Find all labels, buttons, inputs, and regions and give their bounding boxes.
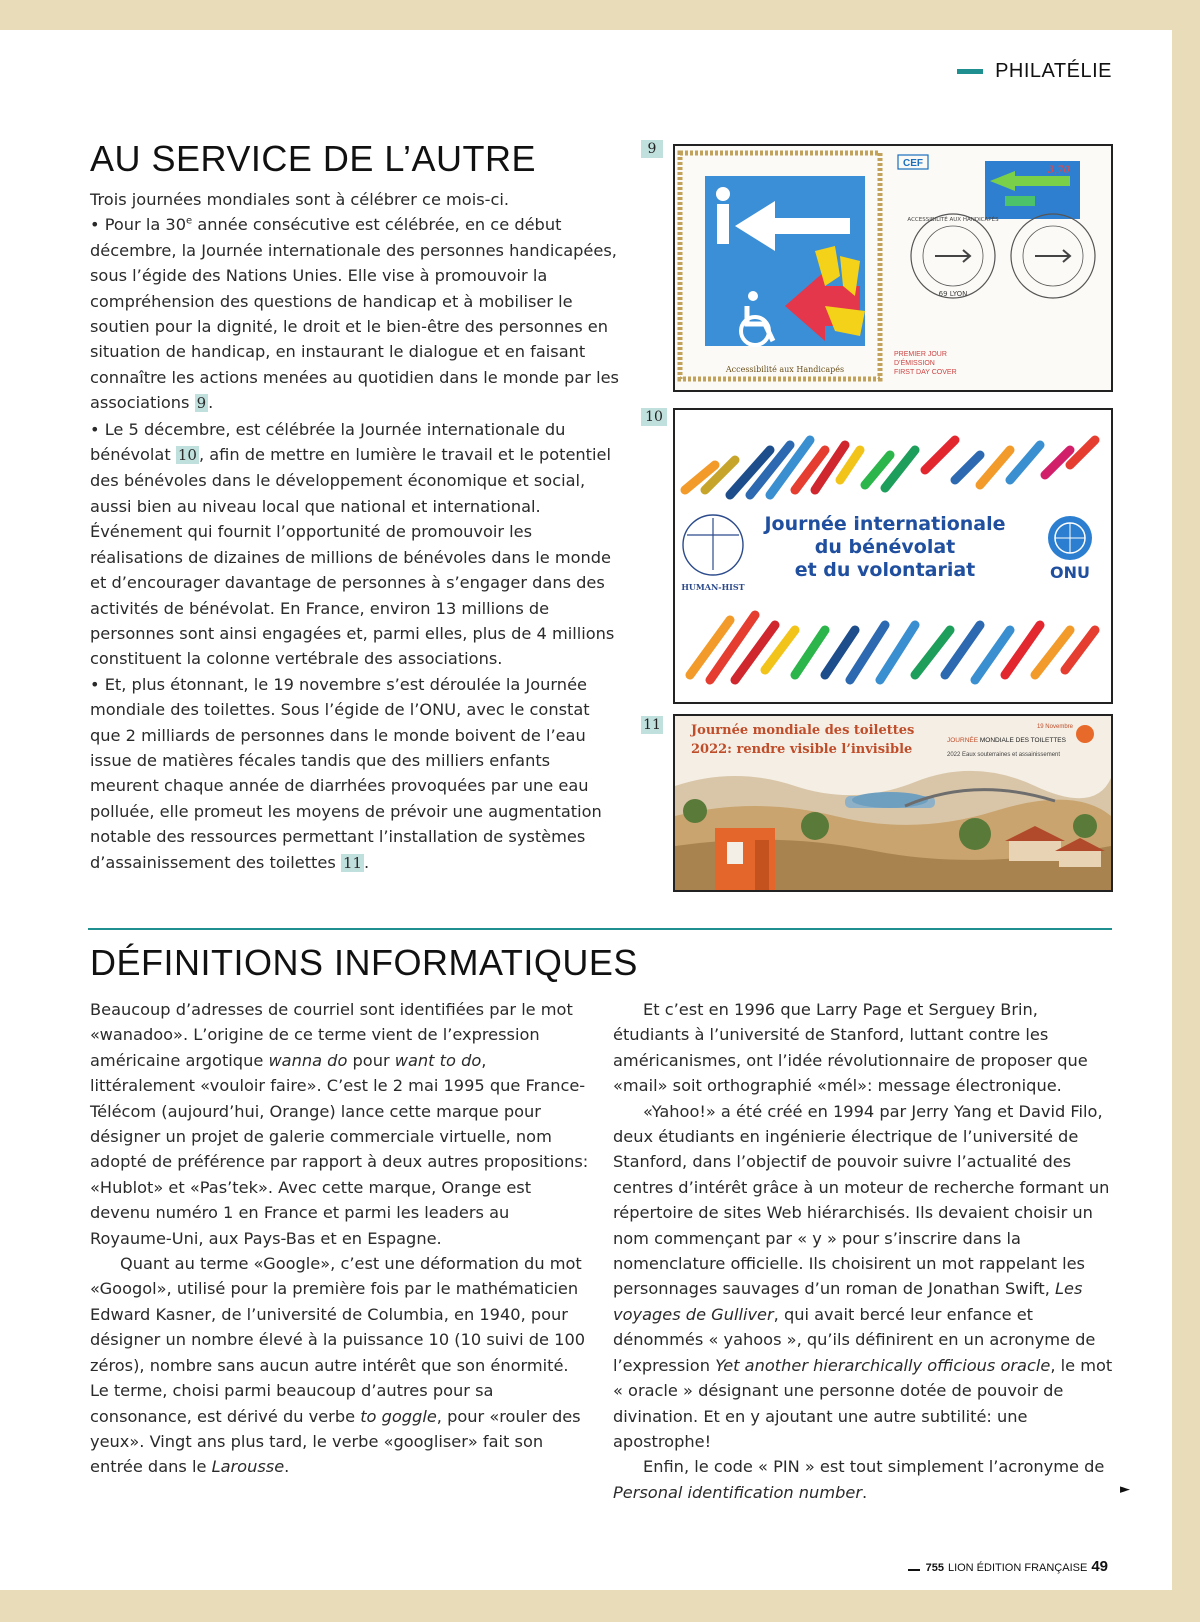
paragraph [613,1454,1113,1505]
text: pour [347,1050,395,1070]
volunteer-line-3: et du volontariat [794,559,976,581]
section-accent-bar [957,69,983,74]
page-number: 49 [1091,1558,1108,1575]
figure-number-11: 11 [641,716,663,734]
postmark-ring-text: ACCESSIBILITÉ AUX HANDICAPÉS [907,217,999,223]
text: , le mot « oracle » désignant une personne dotée de pouvoir de divination. Et en y ajoutant une autre subtilité: une apostrophe! [613,1355,1113,1451]
volunteer-line-1: Journée internationale [764,513,1006,535]
toilet-right-label [947,735,1067,744]
figure-ref-9: 9 [196,394,207,413]
figure-ref-11: 11 [342,853,363,872]
italic-text: Les voyages de Gulliver [613,1279,1083,1324]
premier-jour: PREMIER JOUR [894,351,947,358]
emission: D’ÉMISSION [894,360,935,367]
article-body-service [90,187,620,876]
text: «Yahoo!» a été créé en 1994 par Jerry Yang et David Filo, deux étudiants en ingénierie électrique de l’université de Stanford, dans l’objectif de pouvoir suivre l’actualité des centres d’intérêt grâce à un moteur de recherche formant un répertoire de sites Web hiérarchisés. Ils devaient choisir un nom commençant par « y » pour s’inscrire dans la nomenclature officielle. Ils choisirent un mot rappelant les personnages sauvages d’un roman de Jonathan Swift, [613,1101,1110,1299]
label-accent: JOURNÉE [947,737,979,744]
text: • Pour la 30 [90,215,187,235]
italic-text: wanna do [268,1050,348,1070]
stamp-price: 3,70 [1047,165,1070,176]
toilet-title-1: Journée mondiale des toilettes [691,723,915,738]
continue-arrow-icon: ► [1120,1482,1130,1497]
paragraph [613,997,1113,1099]
cef-label: CEF [903,158,923,169]
figure-ref-10: 10 [177,446,197,465]
footer-dash [908,1569,920,1571]
text: Quant au terme «Google», c’est une déformation du mot «Googol», utilisé pour la première fois par le mathématicien Edward Kasner, de l’université de Columbia, en 1940, pour désigner un nombre élevé à la puissance 10 (10 suivi de 100 zéros), nombre sans aucun autre intérêt que son énormité. Le terme, choisi parmi beaucoup d’autres pour sa consonance, est dérivé du verbe [90,1254,586,1426]
article-body-definitions-col2 [613,997,1113,1505]
paragraph [90,1251,590,1480]
label-rest: MONDIALE DES TOILETTES [978,737,1066,744]
italic-text: Personal identification number [613,1482,862,1502]
figure-11-toilet-day [673,714,1113,892]
section-header [957,60,1112,83]
superscript: e [186,216,193,228]
text: . [364,852,370,872]
postmark-city: 69 LYON [938,290,968,298]
cover-illustration [675,146,1111,390]
onu-logo: ONU [1050,563,1090,582]
paragraph [90,187,620,212]
text: , littéralement «vouloir faire». C’est le 2 mai 1995 que France-Télécom (aujourd’hui, Orange) lance cette marque pour désigner un projet de galerie commerciale virtuelle, nom adopté de préférence par rapport à deux autres propositions: «Hublot» et «Pas’tek». Avec cette marque, Orange est devenu numéro 1 en France et parmi les leaders au Royaume-Uni, aux Pays-Bas et en Espagne. [90,1050,589,1248]
paragraph [90,417,620,672]
italic-text: Larousse [211,1457,285,1477]
paragraph [90,212,620,416]
paragraph [90,997,590,1251]
italic-text: to goggle [360,1406,437,1426]
figure-number-10: 10 [641,408,667,426]
page-footer [908,1558,1108,1575]
text: . [208,393,214,413]
stamp-caption: Accessibilité aux Handicapés [725,365,845,374]
text: année consécutive est célébrée, en ce début décembre, la Journée internationale des personnes handicapées, sous l’égide des Nations Unies. Elle vise à promouvoir la compréhension des questions de handicap et à mobiliser le soutien pour la dignité, le droit et le bien-être des personnes en situation de handicap, en instaurant le dialogue et en faisant connaître les actions menées au quotidien dans le monde par les associations [90,215,619,413]
text: Trois journées mondiales sont à célébrer ce mois-ci. [90,190,510,209]
italic-text: Yet another hierarchically officious oracle [715,1355,1051,1375]
section-divider [88,928,1112,930]
figure-10-volunteer-day [673,408,1113,704]
section-label: PHILATÉLIE [995,60,1112,82]
text: , qui avait bercé leur enfance et dénommés « yahoos », qu’ils définirent en un acronyme de l’expression [613,1304,1096,1375]
magazine-page [0,30,1172,1590]
figure-number-9: 9 [641,140,663,158]
text: Beaucoup d’adresses de courriel sont identifiées par le mot «wanadoo». L’origine de ce terme vient de l’expression américaine argotique [90,1000,573,1070]
text: . [861,1482,868,1502]
volunteer-line-2: du bénévolat [814,536,956,558]
toilet-day-illustration [675,716,1111,890]
toilet-title-2: 2022: rendre visible l’invisible [691,742,913,757]
text: Et c’est en 1996 que Larry Page et Serguey Brin, étudiants à l’université de Stanford, luttant contre les américanismes, ont l’idée révolutionnaire de proposer que «mail» soit orthographié «mél»: message électronique. [613,1000,1088,1096]
figure-9-first-day-cover [673,144,1113,392]
first-day-cover: FIRST DAY COVER [894,369,957,376]
text: , pour «rouler des yeux». Vingt ans plus tard, le verbe «googliser» fait son entrée dans le [90,1406,581,1477]
magazine-name: LION ÉDITION FRANÇAISE [947,1562,1088,1574]
text: Enfin, le code « PIN » est tout simplement l’acronyme de [643,1457,1105,1477]
toilet-date: 19 Novembre [1036,724,1073,730]
italic-text: want to do [394,1050,482,1070]
toilet-theme: 2022 Eaux souterraines et assainissement [947,752,1061,758]
issue-number: 755 [925,1562,944,1574]
article-title-definitions: DÉFINITIONS INFORMATIQUES [90,942,638,983]
paragraph [90,672,620,876]
volunteer-illustration [675,410,1111,702]
text: . [284,1457,290,1477]
text: • Et, plus étonnant, le 19 novembre s’est déroulée la Journée mondiale des toilettes. Sous l’égide de l’ONU, avec le constat que 2 milliards de personnes dans le monde boivent de l’eau issue de matières fécales tandis que des milliers enfants meurent chaque année de diarrhées provoquées par une eau polluée, elle promeut les moyens de prévoir une augmentation notable des ressources permettant l’installation de systèmes d’assainissement des toilettes [90,674,602,872]
paragraph [613,1099,1113,1455]
human-hist-logo: HUMAN-HIST [681,582,745,592]
text: • Le 5 décembre, est célébrée la Journée internationale du bénévolat [90,419,566,465]
text: , afin de mettre en lumière le travail et le potentiel des bénévoles dans le développement économique et social, aussi bien au niveau local que national et international. Événement qui fournit l’opportunité de promouvoir les réalisations de dizaines de millions de bénévoles dans le monde et d’encourager davantage de personnes à s’engager dans des activités de bénévolat. En France, environ 13 millions de personnes sont ainsi engagées et, parmi elles, plus de 4 millions constituent la colonne vertébrale des associations. [90,445,615,669]
article-title-service: AU SERVICE DE L’AUTRE [90,138,536,179]
article-body-definitions-col1 [90,997,590,1480]
